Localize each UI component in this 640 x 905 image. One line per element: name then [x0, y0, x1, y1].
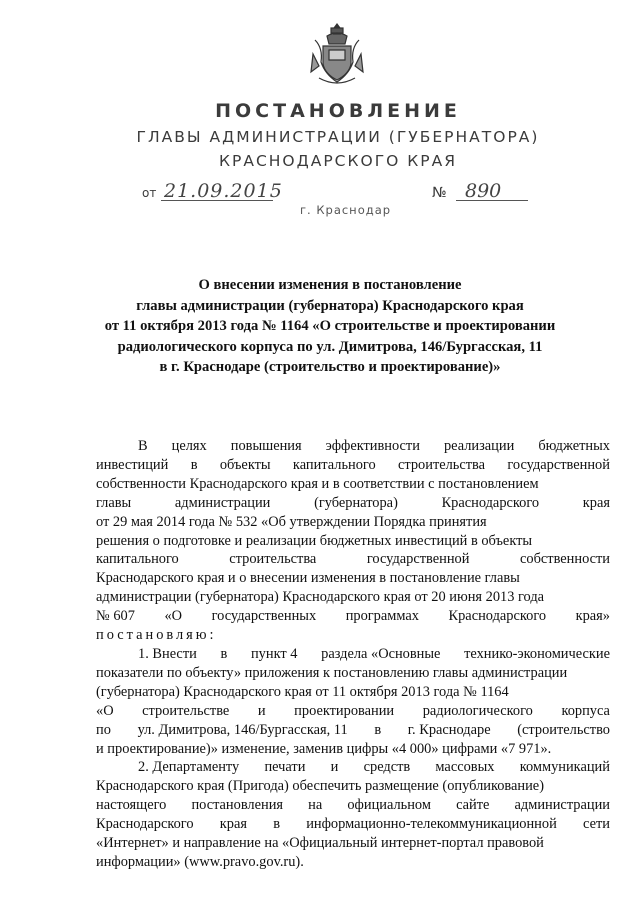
body-line — [96, 796, 610, 815]
body-word-group: информации» (www.pravo.gov.ru). — [96, 853, 304, 870]
body-word-group: края» — [575, 608, 610, 625]
body-word-group: на — [308, 797, 323, 814]
body-word-group: строительстве — [142, 702, 230, 719]
body-line — [96, 550, 610, 569]
body-word-group: средств — [363, 759, 411, 776]
body-word-group: показатели по объекту» приложения к постановлению главы администрации — [96, 664, 568, 681]
body-word-group: Краснодарского — [96, 816, 194, 833]
body-word-group: капитального — [292, 456, 376, 473]
body-word-group: официальном — [347, 797, 431, 814]
body-word-group: коммуникаций — [519, 759, 610, 776]
body-word-group: государственной — [507, 456, 610, 473]
body-word-group: Краснодарского края и о внесении изменения в постановление главы — [96, 570, 520, 587]
body-line — [96, 853, 610, 872]
body-word-group: пункт 4 — [250, 645, 298, 662]
body-line — [96, 513, 610, 532]
body-word-group: проектировании — [294, 702, 395, 719]
body-line — [96, 475, 610, 494]
body-line — [96, 683, 610, 702]
number-label: № — [432, 185, 447, 201]
body-word-group: радиологического — [422, 702, 533, 719]
body-word-group: в — [190, 456, 198, 473]
body-word-group: капитального — [96, 551, 179, 568]
body-line — [96, 494, 610, 513]
body-word-group: в — [374, 721, 382, 738]
body-line — [96, 777, 610, 796]
body-word-group: администрации — [514, 797, 610, 814]
body-word-group: информационно-телекоммуникационной — [306, 816, 557, 833]
body-word-group: бюджетных — [538, 438, 610, 454]
body-word-group: массовых — [435, 759, 495, 776]
body-word-group: настоящего — [96, 797, 167, 814]
body-word-group: и — [330, 759, 339, 776]
subject-line: от 11 октября 2013 года № 1164 «О строительстве и проектировании — [104, 318, 556, 334]
body-line — [96, 569, 610, 588]
body-line — [96, 834, 610, 853]
body-line — [96, 626, 610, 645]
city-label: г. Краснодар — [300, 203, 392, 217]
subject-line: главы администрации (губернатора) Краснодарского края — [136, 297, 524, 314]
body-line — [96, 456, 610, 475]
body-word-group: объекты — [219, 456, 271, 473]
body-word-group: решения о подготовке и реализации бюджетных инвестиций в объекты — [96, 532, 533, 549]
body-word-group: по — [96, 721, 111, 738]
body-word-group: раздела «Основные — [321, 645, 441, 662]
body-word-group: 2. Департаменту — [138, 759, 240, 776]
body-line — [96, 588, 610, 607]
body-word-group: (строительство — [517, 721, 610, 738]
body-line — [96, 758, 610, 777]
body-word-group: ул. Димитрова, 146/Бургасская, 11 — [137, 721, 348, 738]
handwritten-number: 890 — [465, 180, 502, 202]
krasnodar-coat-of-arms-icon — [309, 20, 365, 88]
body-word-group: в — [273, 816, 280, 833]
body-word-group: в — [220, 645, 228, 662]
body-line — [96, 532, 610, 551]
handwritten-date: 21.09.2015 — [164, 180, 283, 202]
body-word-group: повышения — [230, 438, 302, 454]
body-word-group: собственности — [519, 551, 610, 568]
body-word-group: строительства — [398, 456, 486, 473]
body-line — [96, 607, 610, 626]
date-label: от — [142, 186, 157, 200]
body-line — [96, 645, 610, 664]
body-word-group: 1. Внести — [138, 645, 197, 662]
body-word-group: сети — [583, 816, 610, 833]
body-word-group: «О — [96, 702, 114, 719]
issuing-region: КРАСНОДАРСКОГО КРАЯ — [218, 152, 458, 170]
body-word-group: печати — [264, 759, 306, 776]
body-word-group: технико-экономические — [464, 645, 610, 662]
subject-line: в г. Краснодаре (строительство и проектирование)» — [159, 359, 501, 375]
body-word-group: программах — [345, 608, 419, 625]
body-word-group: «Интернет» и направление на «Официальный интернет-портал правовой — [96, 835, 544, 852]
body-word-group: целях — [171, 438, 207, 454]
body-word-group: главы — [96, 494, 132, 511]
body-word-group: В — [138, 438, 148, 454]
body-line — [96, 702, 610, 721]
subject-line: радиологического корпуса по ул. Димитрова, 146/Бургасская, 11 — [117, 338, 543, 355]
body-word-group: и проектирование)» изменение, заменив цифры «4 000» цифрами «7 971». — [96, 740, 552, 757]
body-word-group: и — [257, 702, 266, 719]
body-word-group: государственных — [211, 608, 317, 625]
body-line — [96, 664, 610, 683]
body-word-group: Краснодарского — [448, 608, 547, 625]
body-word-group: края — [219, 816, 247, 833]
body-word-group: постановления — [191, 797, 284, 814]
body-word-group: администрации — [174, 494, 271, 511]
body-word-group: Краснодарского края (Пригода) обеспечить размещение (опубликование) — [96, 778, 544, 795]
body-word-group: строительства — [229, 551, 317, 568]
document-subject — [80, 275, 580, 378]
body-line — [96, 437, 610, 456]
body-word-group: (губернатора) — [314, 494, 398, 511]
body-word-group: Краснодарского — [441, 494, 540, 511]
body-word-group: сайте — [456, 797, 490, 814]
body-line — [96, 721, 610, 740]
body-word-group: № 607 — [96, 608, 135, 625]
body-word-group: «О — [164, 608, 183, 625]
body-word-group: государственной — [366, 551, 470, 568]
document-type-title: ПОСТАНОВЛЕНИЕ — [215, 100, 461, 122]
body-word-group: от 29 мая 2014 года № 532 «Об утверждении Порядка принятия — [96, 513, 487, 530]
body-word-group: края — [582, 494, 610, 511]
body-word-group: корпуса — [561, 702, 610, 719]
body-word-group: администрации (губернатора) Краснодарского края от 20 июня 2013 года — [96, 589, 545, 606]
document-body — [96, 437, 610, 872]
body-line — [96, 815, 610, 834]
body-word-group: инвестиций — [96, 456, 169, 473]
body-word-group: собственности Краснодарского края и в соответствии с постановлением — [96, 475, 539, 492]
body-line — [96, 740, 610, 759]
body-word-group: постановляю: — [96, 627, 217, 644]
body-word-group: эффективности — [325, 438, 420, 454]
body-word-group: реализации — [443, 438, 515, 454]
issuing-authority: ГЛАВЫ АДМИНИСТРАЦИИ (ГУБЕРНАТОРА) — [136, 128, 540, 146]
body-word-group: (губернатора) Краснодарского края от 11 октября 2013 года № 1164 — [96, 683, 509, 700]
body-word-group: г. Краснодаре — [407, 721, 491, 738]
subject-line: О внесении изменения в постановление — [198, 277, 462, 293]
